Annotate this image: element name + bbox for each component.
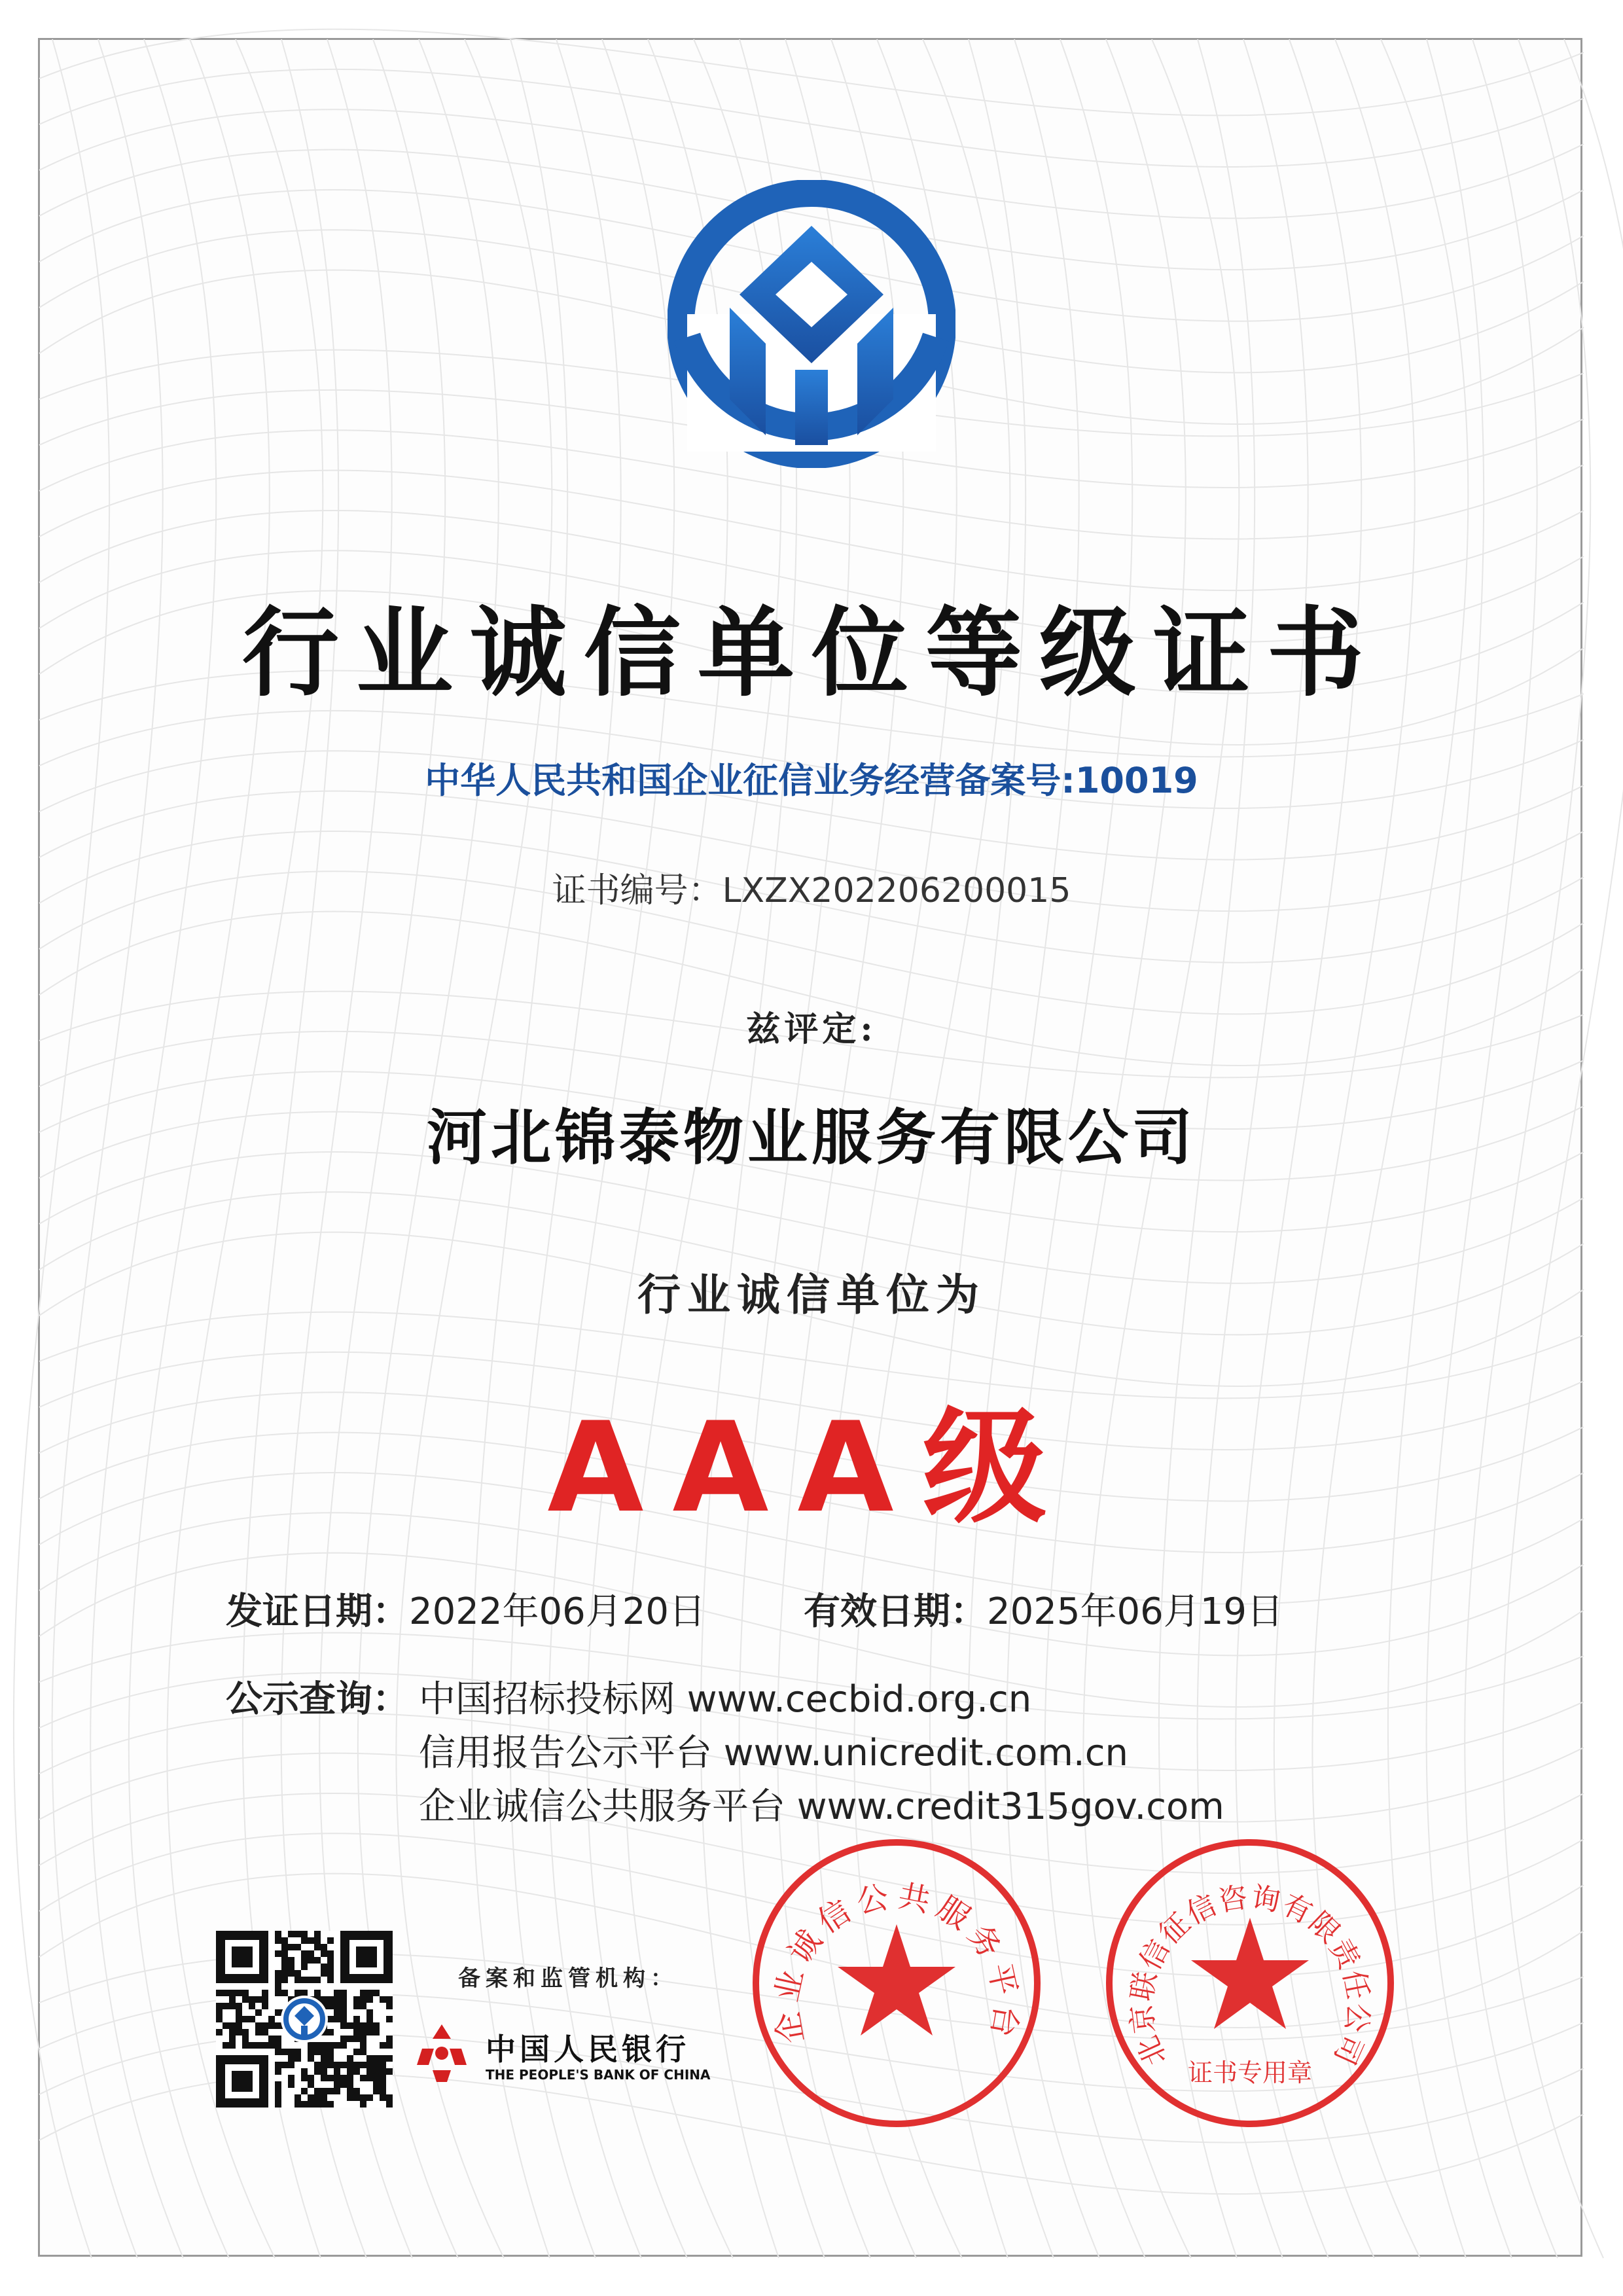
certificate-title: 行业诚信单位等级证书	[242, 597, 1381, 709]
certificate-number-line	[0, 863, 1623, 912]
regulator-name-cn: 中国人民银行	[486, 2032, 690, 2067]
seal-2-text: 北京联信征信咨询有限责任公司	[1124, 1880, 1376, 2071]
issue-date-label: 发证日期：	[226, 1590, 409, 1633]
star-icon	[838, 1924, 955, 2036]
certificate-number: LXZX202206200015	[722, 871, 1071, 910]
valid-date-row	[804, 1583, 1283, 1635]
unit-as-label: 行业诚信单位为	[637, 1269, 986, 1320]
certificate-number-label: 证书编号：	[552, 871, 722, 910]
query-label	[226, 1670, 409, 1723]
certificate-logo-icon	[668, 180, 955, 468]
query-site-1[interactable]: 中国招标投标网 www.cecbid.org.cn	[419, 1678, 1032, 1721]
issue-date-row	[226, 1583, 705, 1635]
valid-date-label: 有效日期：	[804, 1590, 987, 1633]
seal-2-subtext: 证书专用章	[1187, 2058, 1313, 2087]
seal-company	[1099, 1833, 1400, 2134]
seal-platform	[746, 1833, 1047, 2134]
credit-grade: AAA级	[547, 1395, 1076, 1540]
issue-date: 2022年06月20日	[409, 1590, 706, 1633]
filing-number: 中华人民共和国企业征信业务经营备案号:10019	[425, 760, 1198, 801]
regulator-name-en: THE PEOPLE'S BANK OF CHINA	[486, 2067, 711, 2083]
query-label-text: 公示查询：	[226, 1678, 409, 1721]
qr-code-icon	[216, 1931, 393, 2108]
hereby-label: 兹评定:	[746, 1009, 877, 1049]
pbc-emblem-icon	[409, 2019, 474, 2085]
query-site-3[interactable]: 企业诚信公共服务平台 www.credit315gov.com	[419, 1785, 1224, 1828]
query-site-2[interactable]: 信用报告公示平台 www.unicredit.com.cn	[419, 1732, 1128, 1774]
regulator-label: 备案和监管机构：	[458, 1965, 678, 1992]
seal-1-text: 企业诚信公共服务平台	[768, 1877, 1026, 2047]
company-name: 河北锦泰物业服务有限公司	[426, 1102, 1196, 1173]
star-icon	[1191, 1918, 1309, 2029]
valid-date: 2025年06月19日	[987, 1590, 1284, 1633]
